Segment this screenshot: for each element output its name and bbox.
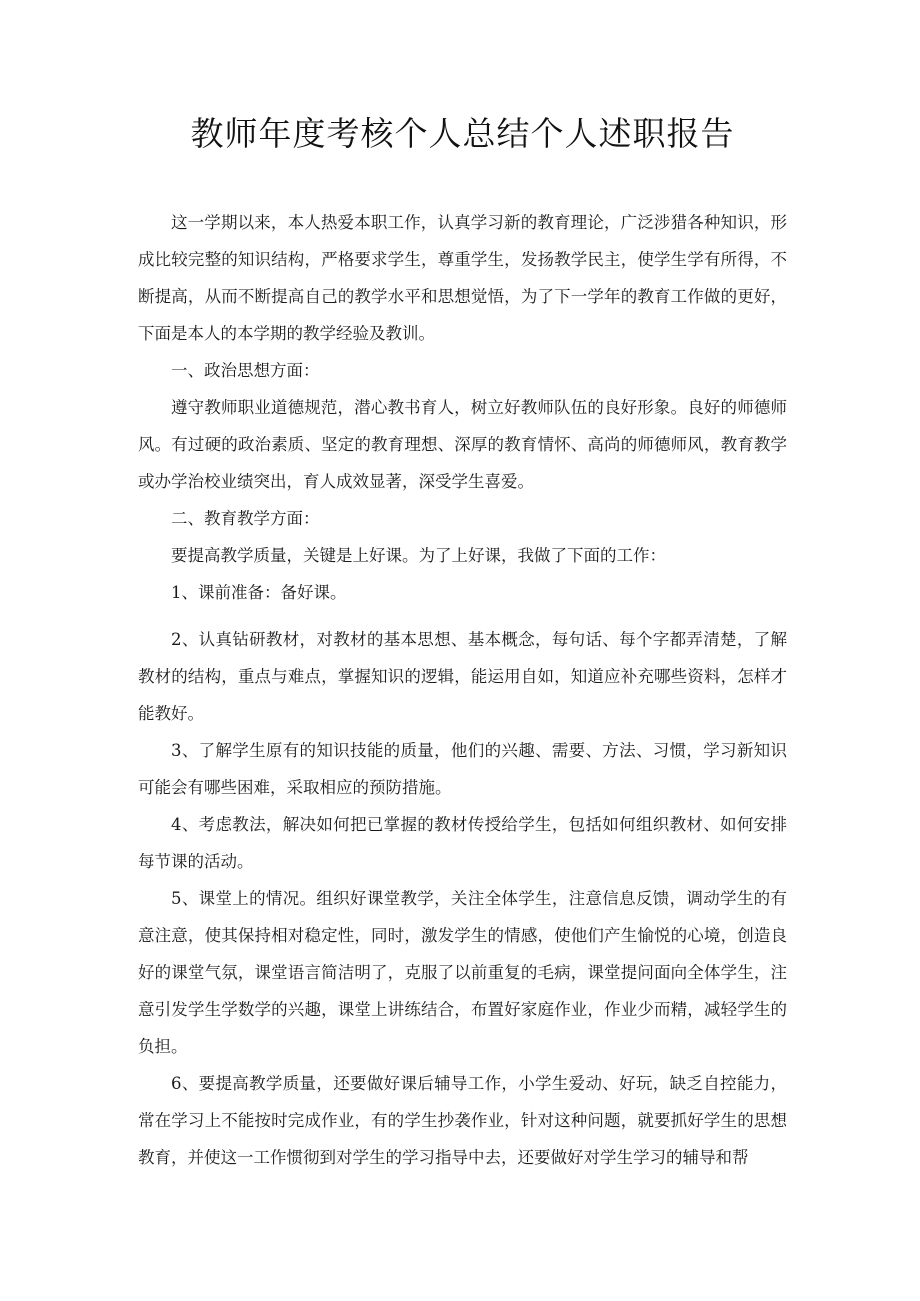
- list-item-5: 5、课堂上的情况。组织好课堂教学，关注全体学生，注意信息反馈，调动学生的有意注意，使其保持相对稳定性，同时，激发学生的情感，使他们产生愉悦的心境，创造良好的课堂气氛，课堂语言简洁明了，克服了以前重复的毛病，课堂提问面向全体学生，注意引发学生学数学的兴趣，课堂上讲练结合，布置好家庭作业，作业少而精，减轻学生的负担。: [138, 889, 787, 1056]
- section-heading-political: 一、政治思想方面：: [171, 361, 320, 380]
- list-item-2: 2、认真钻研教材，对教材的基本思想、基本概念，每句话、每个字都弄清楚，了解教材的结构，重点与难点，掌握知识的逻辑，能运用自如，知道应补充哪些资料，怎样才能教好。: [138, 630, 787, 723]
- list-item-6: 6、要提高教学质量，还要做好课后辅导工作，小学生爱动、好玩，缺乏自控能力，常在学习上不能按时完成作业，有的学生抄袭作业，针对这种问题，就要抓好学生的思想教育，并使这一工作惯彻到对学生的学习指导中去，还要做好对学生学习的辅导和帮: [138, 1074, 787, 1167]
- document-title: 教师年度考核个人总结个人述职报告: [190, 114, 735, 153]
- political-paragraph: 遵守教师职业道德规范，潜心教书育人，树立好教师队伍的良好形象。良好的师德师风。有过硬的政治素质、坚定的教育理想、深厚的教育情怀、高尚的师德师风，教育教学或办学治校业绩突出，育人成效显著，深受学生喜爱。: [138, 398, 787, 491]
- list-item-4: 4、考虑教法，解决如何把已掌握的教材传授给学生，包括如何组织教材、如何安排每节课的活动。: [138, 815, 787, 871]
- intro-paragraph: 这一学期以来，本人热爱本职工作，认真学习新的教育理论，广泛涉猎各种知识，形成比较完整的知识结构，严格要求学生，尊重学生，发扬教学民主，使学生学有所得，不断提高，从而不断提高自己的教学水平和思想觉悟，为了下一学年的教育工作做的更好，下面是本人的本学期的教学经验及教训。: [138, 213, 787, 343]
- list-item-3: 3、了解学生原有的知识技能的质量，他们的兴趣、需要、方法、习惯，学习新知识可能会有哪些困难，采取相应的预防措施。: [138, 741, 787, 797]
- section-heading-teaching: 二、教育教学方面：: [171, 509, 320, 528]
- teaching-intro-paragraph: 要提高教学质量，关键是上好课。为了上好课，我做了下面的工作：: [171, 546, 666, 565]
- list-item-1: 1、课前准备：备好课。: [171, 583, 347, 602]
